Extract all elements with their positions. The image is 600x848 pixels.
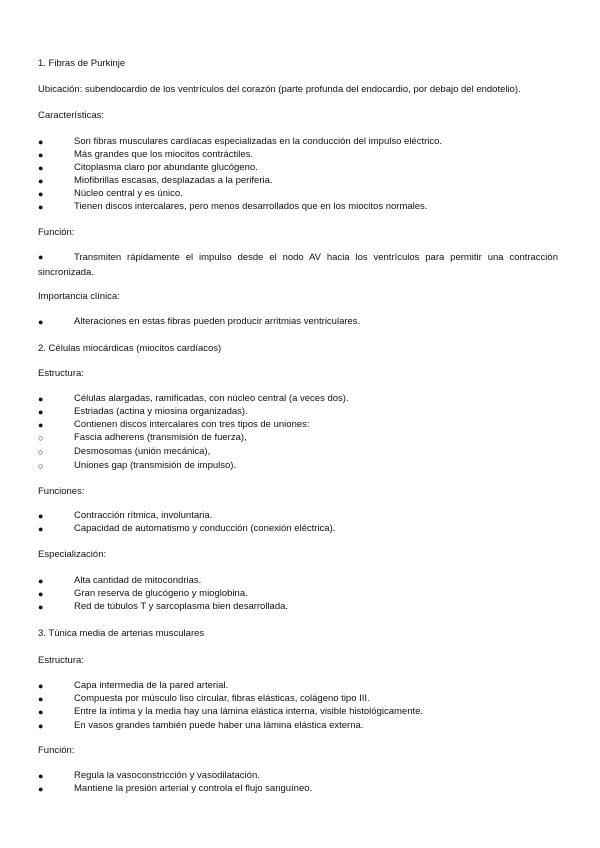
bullet-icon: ● xyxy=(38,202,44,212)
document-page: 1. Fibras de Purkinje Ubicación: subendocardio de los ventrículos del corazón (parte profunda del endocardio, por debajo del endotelio). Características: ● Son fibras musculares cardíacas especializadas en la conducción del impulso eléctrico. ● Más grandes que los miocitos contráctiles. ● Citoplasma claro por abundante glucógeno. ● Miofibrillas escasas, desplazadas a la periferia. ● Núcleo central y es único. ● Tienen discos intercalares, pero menos desarrollados que en los miocitos normales. Función: ● Transmiten rápidamente el impulso desde el nodo AV hacia los ventrículos para permitir una contracción sincronizada. Importancia clínica: ● Alteraciones en estas fibras pueden producir arritmias ventriculares. 2. Células miocárdicas (miocitos cardíacos) Estructura: ● Células alargadas, ramificadas, con núcleo central (a veces dos). ● Estriadas (actina y miosina organizadas). ● Contienen discos intercalares con tres tipos de uniones: ○ Fascia adherens (transmisión de fuerza), ○ Desmosomas (unión mecánica), ○ Uniones gap (transmisión de impulso). Funciones: ● Contracción rítmica, involuntaria. ● Capacidad de automatismo y conducción (conexión eléctrica). Especialización: ● Alta cantidad de mitocondrias. ● Gran reserva de glucógeno y mioglobina. ● Red de túbulos T y sarcoplasma bien desarrollada. 3. Túnica media de arterias musculares Estructura: ● Capa intermedia de la pared arterial. ● Compuesta por músculo liso circular, fibras elásticas, colágeno tipo III. ● Entre la íntima y la media hay una lámina elástica interna, visible histológicamente. ● En vasos grandes también puede haber una lámina elástica externa. Función: ● Regula la vasoconstricción y vasodilatación. ● Mantiene la presión arterial y controla el flujo sanguíneo. xyxy=(38,58,558,794)
bullet-icon: ● xyxy=(38,163,44,173)
bullet-icon: ● xyxy=(38,394,44,404)
bullet-icon: ● xyxy=(38,694,44,704)
bullet-icon: ● xyxy=(38,317,44,327)
bullet-icon: ● xyxy=(38,150,44,160)
bullet-icon: ● xyxy=(38,189,44,199)
section-1-title: 1. Fibras de Purkinje xyxy=(38,58,126,69)
ubicacion-text: Ubicación: subendocardio de los ventrículos del corazón (parte profunda del endocardio, por debajo del endotelio). xyxy=(38,84,521,95)
estructura-heading: Estructura: xyxy=(38,655,84,666)
bullet-icon: ● xyxy=(38,784,44,794)
bullet-icon: ● xyxy=(38,771,44,781)
hollow-bullet-icon: ○ xyxy=(38,433,44,443)
funciones-heading: Funciones: xyxy=(38,486,85,497)
estructura-heading: Estructura: xyxy=(38,368,84,379)
importancia-heading: Importancia clínica: xyxy=(38,291,120,302)
especializacion-heading: Especialización: xyxy=(38,549,107,560)
bullet-icon: ● xyxy=(38,511,44,521)
caracteristicas-heading: Características: xyxy=(38,110,104,121)
funcion-heading: Función: xyxy=(38,227,75,238)
funcion-heading: Función: xyxy=(38,745,75,756)
bullet-icon: ● xyxy=(38,252,44,262)
bullet-icon: ● xyxy=(38,589,44,599)
bullet-icon: ● xyxy=(38,420,44,430)
section-2-title: 2. Células miocárdicas (miocitos cardíacos) xyxy=(38,343,222,354)
funcion-paragraph: ● Transmiten rápidamente el impulso desde el nodo AV hacia los ventrículos para permitir una contracción sincronizada. xyxy=(38,252,558,278)
bullet-icon: ● xyxy=(38,407,44,417)
hollow-bullet-icon: ○ xyxy=(38,447,44,457)
section-3-title: 3. Túnica media de arterias musculares xyxy=(38,628,205,639)
bullet-icon: ● xyxy=(38,176,44,186)
bullet-icon: ● xyxy=(38,602,44,612)
bullet-icon: ● xyxy=(38,576,44,586)
bullet-icon: ● xyxy=(38,524,44,534)
bullet-icon: ● xyxy=(38,707,44,717)
bullet-icon: ● xyxy=(38,137,44,147)
hollow-bullet-icon: ○ xyxy=(38,461,44,471)
bullet-icon: ● xyxy=(38,721,44,731)
bullet-icon: ● xyxy=(38,681,44,691)
